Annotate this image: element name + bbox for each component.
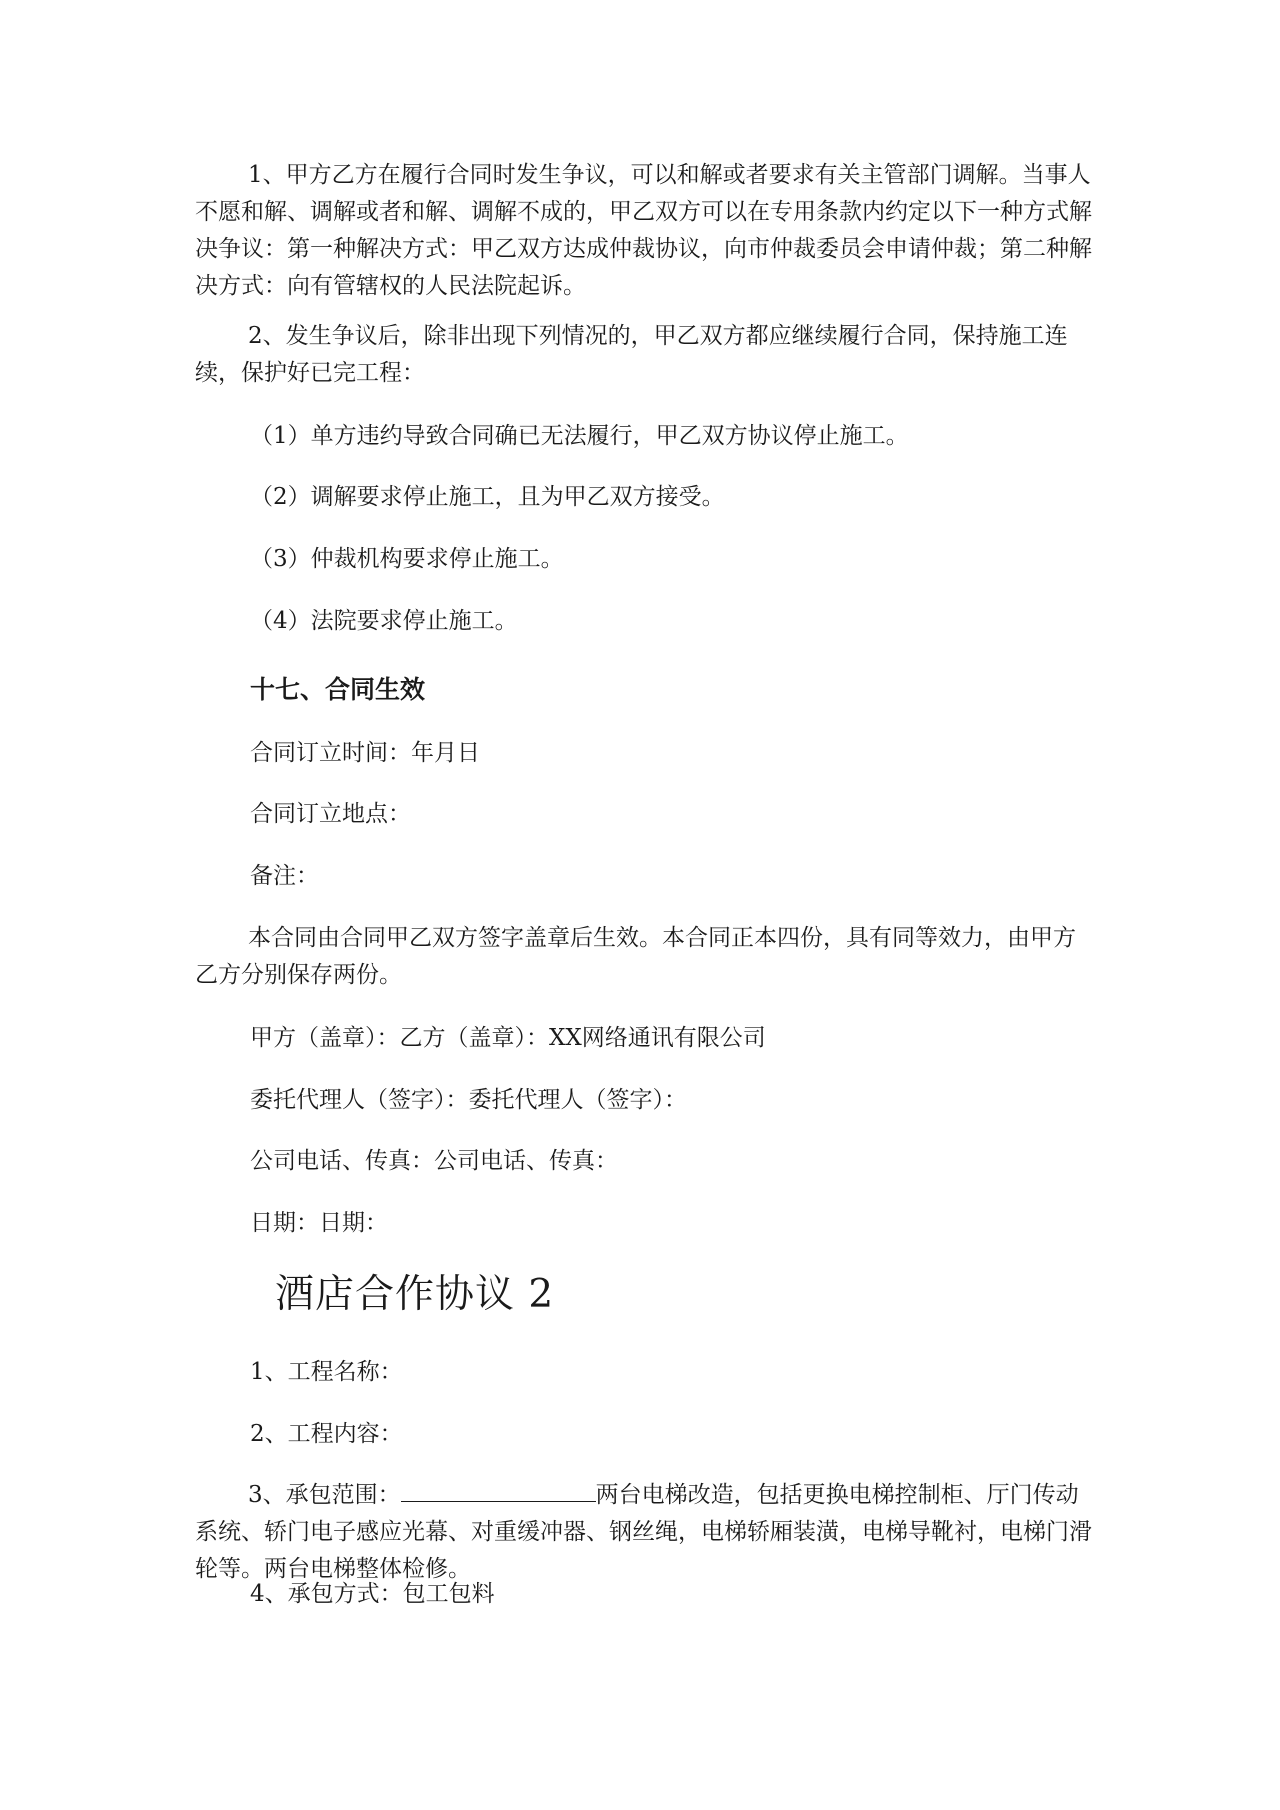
phone-fax-line: 公司电话、传真：公司电话、传真： bbox=[250, 1148, 618, 1174]
section-17-heading: 十七、合同生效 bbox=[250, 675, 426, 704]
sign-time: 合同订立时间：年月日 bbox=[250, 740, 480, 766]
list-item-3: （3）仲裁机构要求停止施工。 bbox=[250, 546, 564, 572]
project-name: 1、工程名称： bbox=[250, 1359, 403, 1385]
effect-clause: 本合同由合同甲乙双方签字盖章后生效。本合同正本四份，具有同等效力，由甲方乙方分别保存两份。 bbox=[195, 925, 1076, 988]
list-item-2: （2）调解要求停止施工，且为甲乙双方接受。 bbox=[250, 484, 725, 510]
date-line: 日期：日期： bbox=[250, 1210, 388, 1236]
agent-line: 委托代理人（签字）：委托代理人（签字）： bbox=[250, 1087, 687, 1113]
seal-line: 甲方（盖章）：乙方（盖章）：XX网络通讯有限公司 bbox=[250, 1025, 766, 1051]
project-content: 2、工程内容： bbox=[250, 1421, 403, 1447]
agreement-2-title: 酒店合作协议 2 bbox=[275, 1272, 555, 1317]
scope-blank-line bbox=[401, 1481, 596, 1502]
contract-scope-text: 两台电梯改造，包括更换电梯控制柜、厅门传动系统、轿门电子感应光幕、对重缓冲器、钢丝绳，电梯轿厢装潢，电梯导靴衬，电梯门滑轮等。两台电梯整体检修。 bbox=[195, 1482, 1092, 1582]
remarks: 备注： bbox=[250, 863, 319, 889]
dispute-clause-1: 1、甲方乙方在履行合同时发生争议，可以和解或者要求有关主管部门调解。当事人不愿和解、调解或者和解、调解不成的，甲乙双方可以在专用条款内约定以下一种方式解决争议：第一种解决方式：甲乙双方达成仲裁协议，向市仲裁委员会申请仲裁；第二种解决方式：向有管辖权的人民法院起诉。 bbox=[195, 162, 1092, 299]
list-item-4: （4）法院要求停止施工。 bbox=[250, 608, 518, 634]
sign-place: 合同订立地点： bbox=[250, 801, 411, 827]
contract-scope bbox=[195, 1477, 1095, 1588]
list-item-1: （1）单方违约导致合同确已无法履行，甲乙双方协议停止施工。 bbox=[250, 423, 909, 449]
contract-method: 4、承包方式：包工包料 bbox=[250, 1581, 495, 1607]
dispute-clause-2: 2、发生争议后，除非出现下列情况的，甲乙双方都应继续履行合同，保持施工连续，保护好已完工程： bbox=[195, 323, 1068, 386]
contract-scope-label: 3、承包范围： bbox=[248, 1482, 401, 1508]
